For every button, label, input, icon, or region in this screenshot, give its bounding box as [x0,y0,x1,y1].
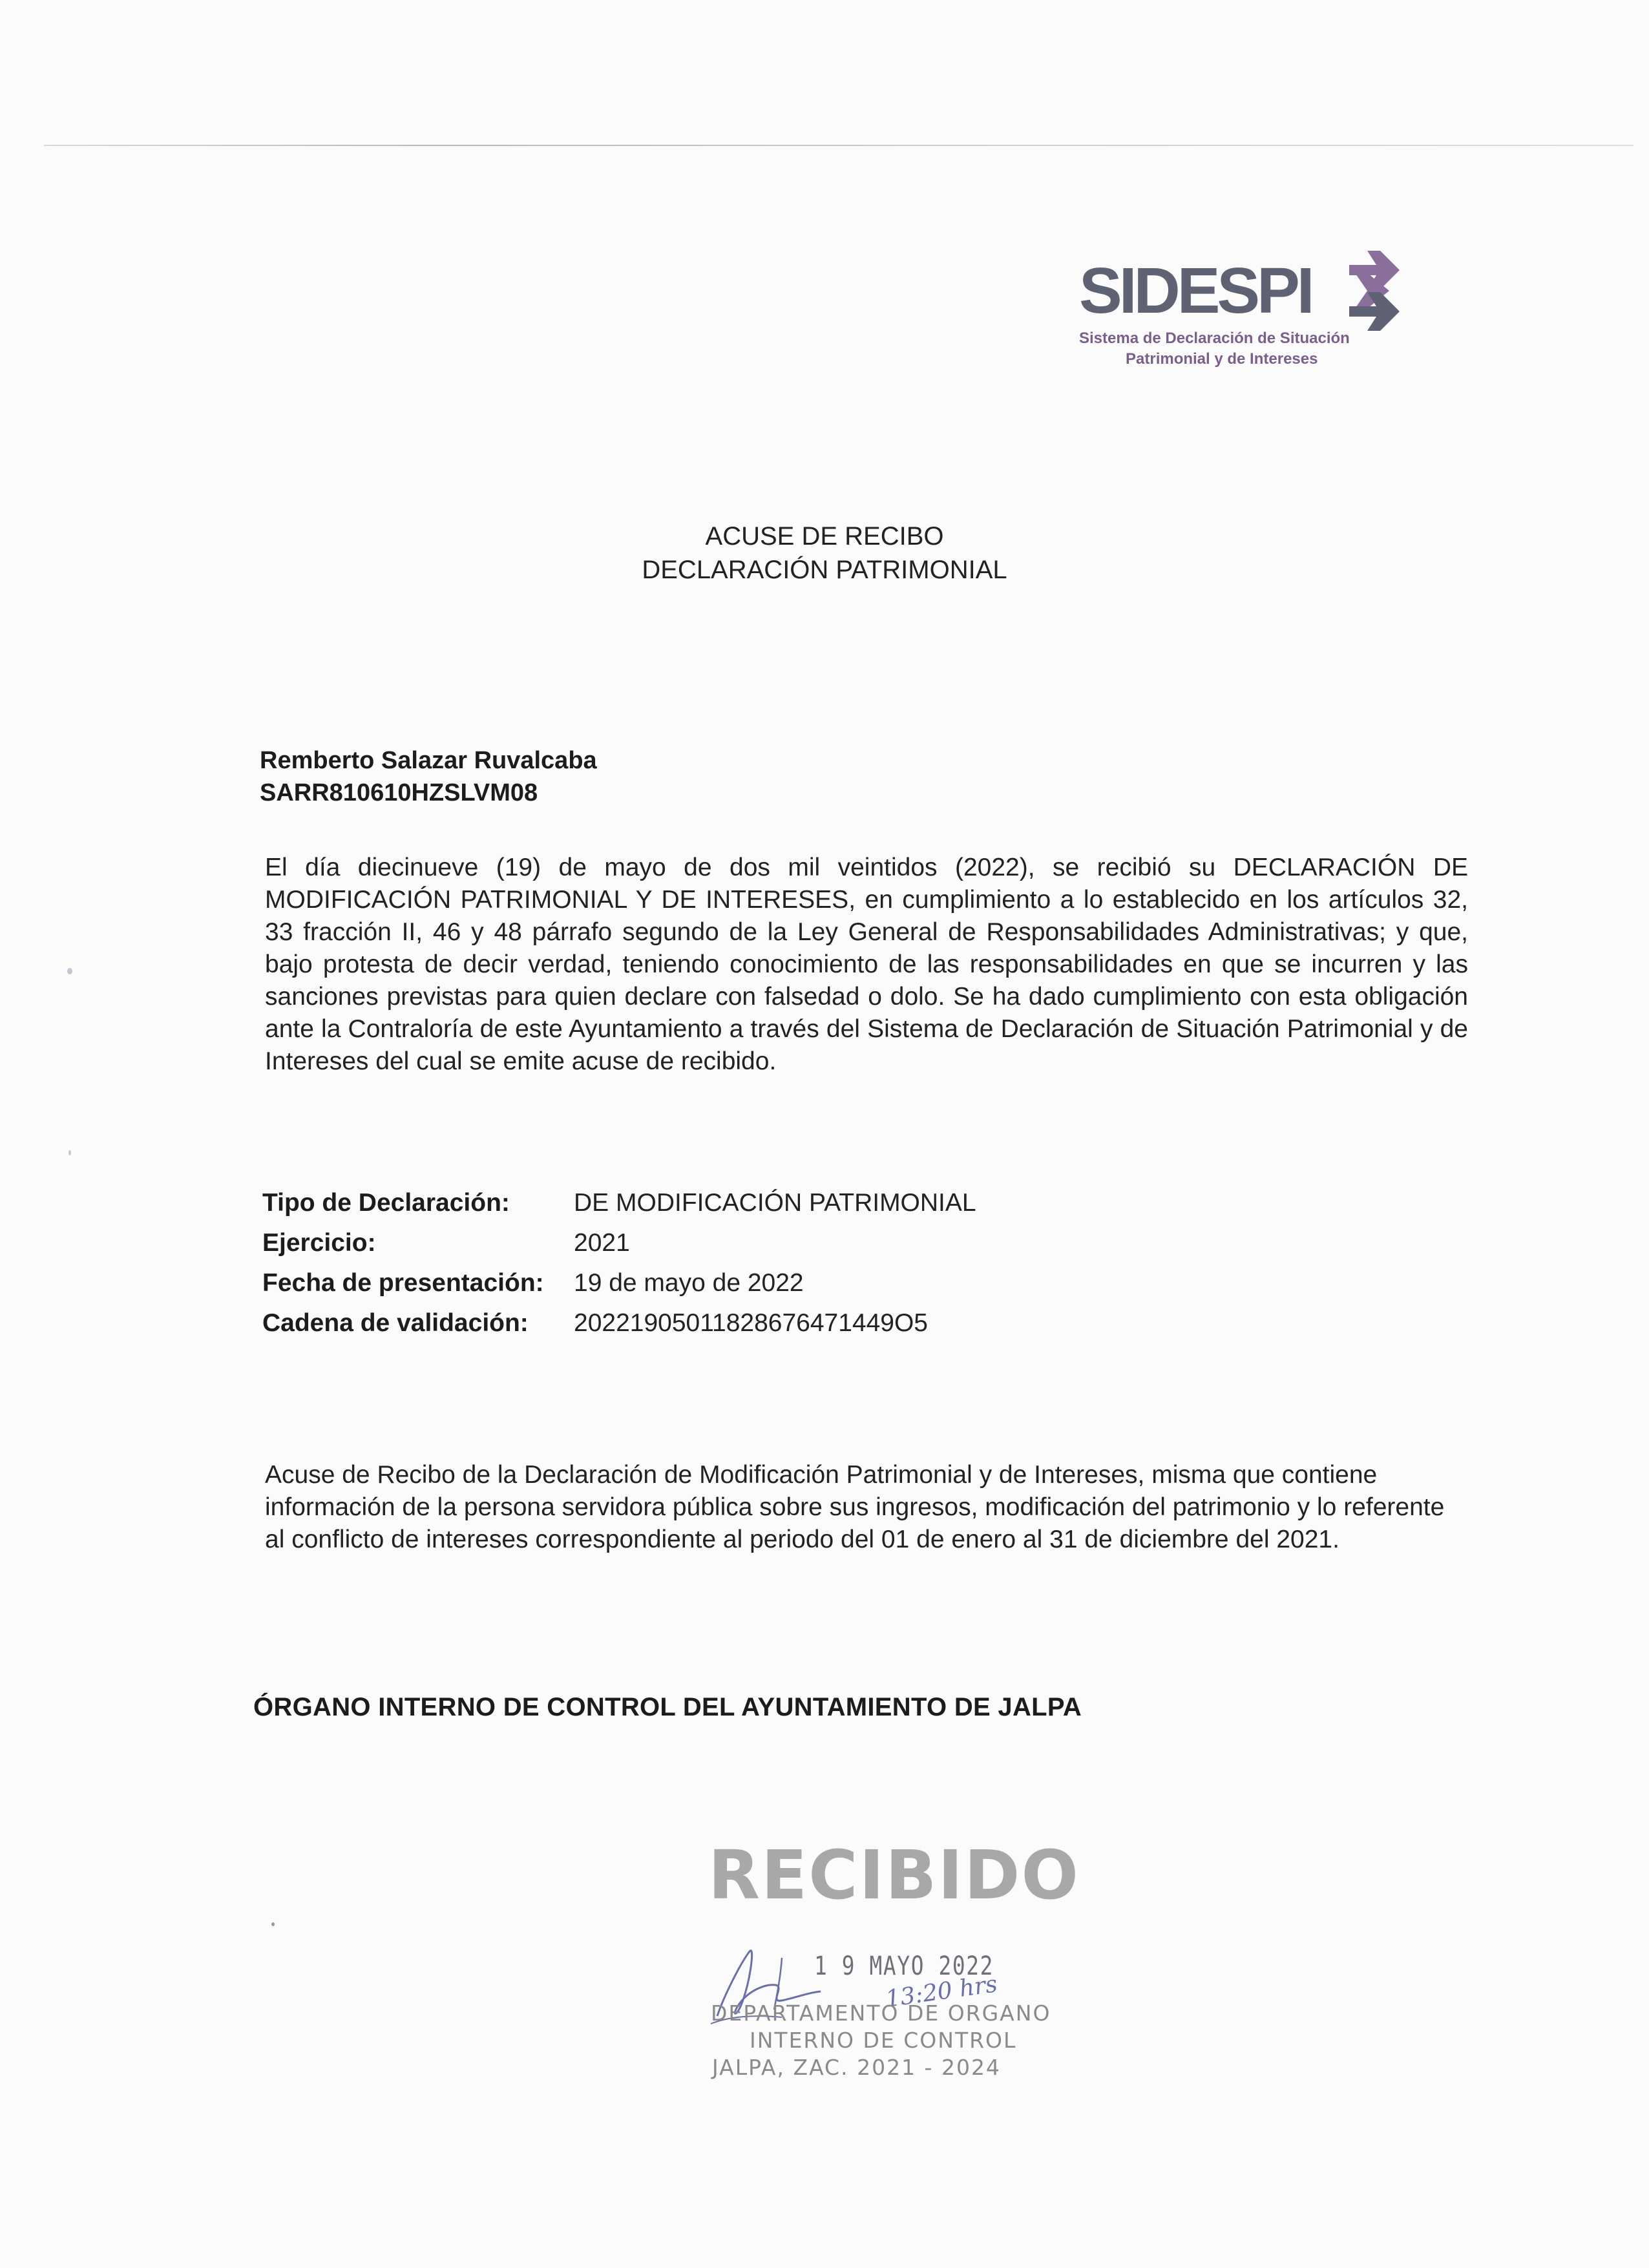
scan-speck [68,1150,71,1155]
sidespi-logo [1073,239,1409,375]
detail-label: Cadena de validación: [262,1309,529,1337]
detail-value: 20221905011828676471449O5 [574,1309,928,1337]
receipt-paragraph: El día diecinueve (19) de mayo de dos mil veintidos (2022), se recibió su DECLARACIÓN DE MODIFICACIÓN PATRIMONIAL Y DE INTERESES, en cumplimiento a lo establecido en los artículos 32, 33 fracción II, 46 y 48 párrafo segundo de la Ley General de Responsabilidades Administrativas; y que, bajo protesta de decir verdad, teniendo conocimiento de las responsabilidades en que se incurren y las sanciones previstas para quien declare con falsedad o dolo. Se ha dado cumplimiento con esta obligación ante la Contraloría de este Ayuntamiento a través del Sistema de Declaración de Situación Patrimonial y de Intereses del cual se emite acuse de recibido. [265,854,1468,1075]
logo-subtitle-line1: Sistema de Declaración de Situación [1079,330,1350,347]
received-stamp [685,1836,1098,2094]
detail-value: 19 de mayo de 2022 [574,1269,804,1297]
double-arrow-icon [1330,246,1402,336]
document-heading-line1: ACUSE DE RECIBO [705,522,944,551]
detail-label: Tipo de Declaración: [262,1189,510,1217]
declarant-rfc: SARR810610HZSLVM08 [260,779,538,806]
stamp-department-line2: INTERNO DE CONTROL [750,2028,1017,2053]
scan-speck [271,1922,275,1926]
declarant-name: Remberto Salazar Ruvalcaba [260,747,597,774]
issuing-organ: ÓRGANO INTERNO DE CONTROL DEL AYUNTAMIENTO DE JALPA [253,1693,1082,1721]
stamp-department-line1: DEPARTAMENTO DE ORGANO [711,2000,1051,2026]
detail-value: DE MODIFICACIÓN PATRIMONIAL [574,1189,976,1217]
scan-speck [67,968,72,974]
stamp-date: 1 9 MAYO 2022 [814,1951,994,1981]
document-heading-line2: DECLARACIÓN PATRIMONIAL [642,556,1007,584]
stamp-handwritten-time: 13:20 hrs [883,1971,1000,2013]
summary-paragraph: Acuse de Recibo de la Declaración de Modificación Patrimonial y de Intereses, misma que contiene información de la persona servidora pública sobre sus ingresos, modificación del patrimonio y lo referente al conflicto de intereses correspondiente al periodo del 01 de enero al 31 de diciembre del 2021. [265,1461,1445,1553]
stamp-title: RECIBIDO [708,1836,1080,1915]
logo-wordmark: SIDESPI [1079,255,1312,327]
stamp-location-line: JALPA, ZAC. 2021 - 2024 [712,2055,1001,2080]
detail-label: Ejercicio: [262,1229,376,1257]
detail-value: 2021 [574,1229,630,1257]
logo-subtitle-line2: Patrimonial y de Intereses [1126,350,1318,368]
detail-label: Fecha de presentación: [262,1269,544,1297]
scan-top-rule [44,145,1633,146]
